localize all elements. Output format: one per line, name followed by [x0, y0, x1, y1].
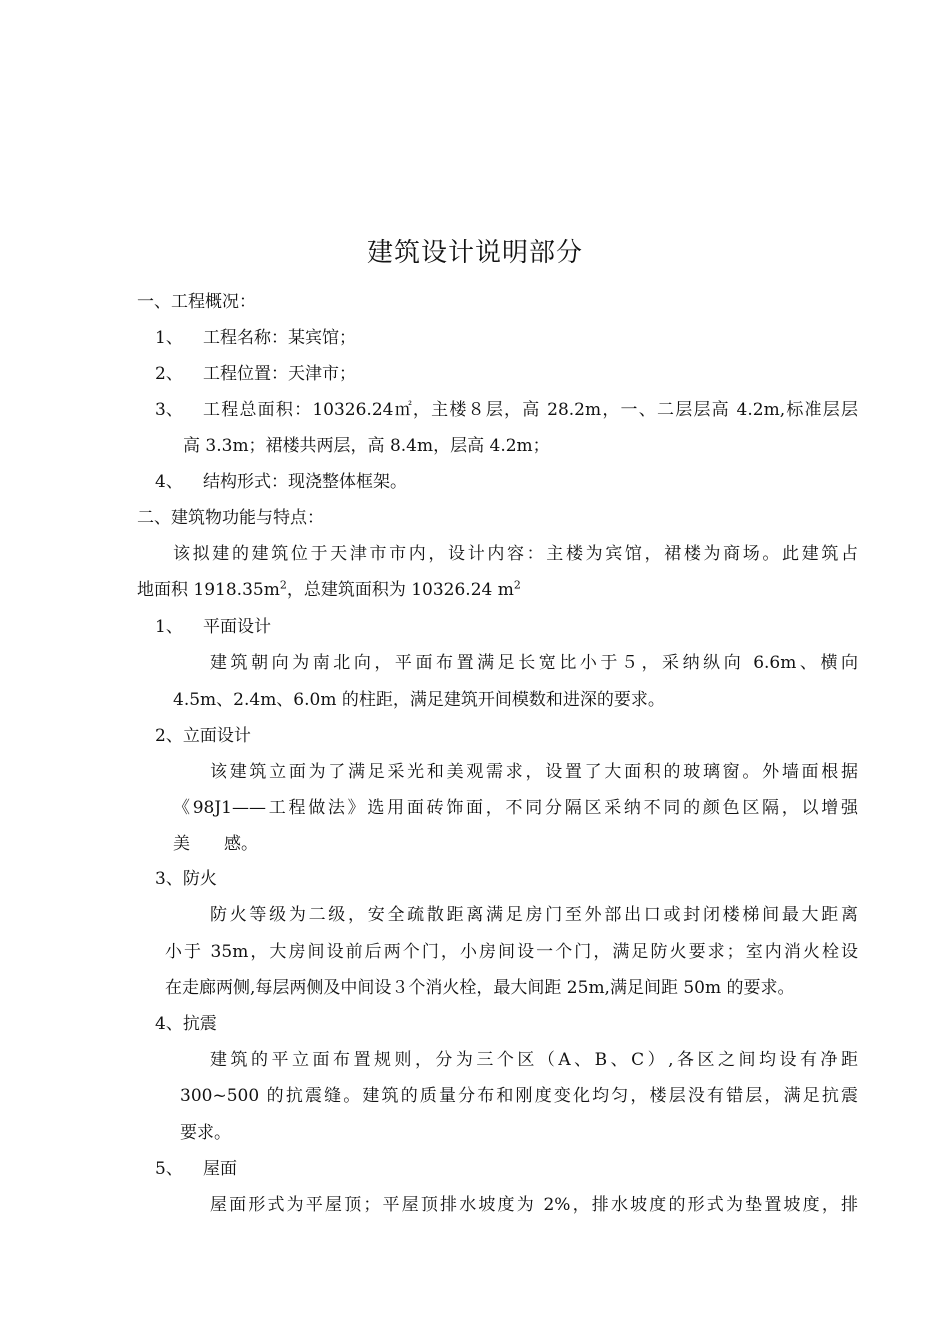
item-2-number: 2、: [155, 364, 183, 384]
item-3-text-line-2: 高 3.3m；裙楼共两层，高 8.4m，层高 4.2m；: [183, 436, 550, 456]
item-1-text: 工程名称：某宾馆；: [203, 328, 356, 348]
item-2-text: 工程位置：天津市；: [203, 364, 356, 384]
item-4-text: 结构形式：现浇整体框架。: [203, 472, 407, 492]
subsection-4-title: 4、抗震: [155, 1014, 217, 1034]
subsection-4-line-1: 建筑的平立面布置规则，分为三个区（A、B、C）,各区之间均设有净距: [210, 1050, 858, 1070]
section-1-heading: 一、工程概况：: [137, 292, 256, 312]
subsection-3-line-1: 防火等级为二级，安全疏散距离满足房门至外部出口或封闭楼梯间最大距离: [210, 905, 858, 925]
intro-line-2-part-a: 地面积 1918.35m: [137, 580, 280, 600]
item-1-number: 1、: [155, 328, 183, 348]
subsection-1-line-2: 4.5m、2.4m、6.0m 的柱距，满足建筑开间模数和进深的要求。: [173, 690, 665, 710]
subsection-4-line-3: 要求。: [180, 1123, 231, 1143]
subsection-2-title: 2、立面设计: [155, 726, 251, 746]
subsection-2-line-1: 该建筑立面为了满足采光和美观需求，设置了大面积的玻璃窗。外墙面根据: [210, 762, 858, 782]
item-3-number: 3、: [155, 400, 183, 420]
subsection-2-line-2: 《98J1——工程做法》选用面砖饰面，不同分隔区采纳不同的颜色区隔，以增强: [173, 798, 858, 818]
intro-line-2: [137, 578, 521, 602]
superscript: 2: [279, 578, 287, 592]
item-4-number: 4、: [155, 472, 183, 492]
subsection-3-line-3: 在走廊两侧,每层两侧及中间设３个消火栓，最大间距 25m,满足间距 50m 的要求。: [165, 978, 795, 998]
item-3-text-line-1: 工程总面积：10326.24㎡，主楼８层，高 28.2m，一、二层层高 4.2m,标准层层: [203, 400, 858, 420]
subsection-5-title: 屋面: [203, 1159, 237, 1179]
intro-line-2-part-b: ，总建筑面积为 10326.24 m: [286, 580, 514, 600]
subsection-3-line-2: 小于 35m，大房间设前后两个门，小房间设一个门，满足防火要求；室内消火栓设: [165, 942, 858, 962]
subsection-1-line-1: 建筑朝向为南北向，平面布置满足长宽比小于５，采纳纵向 6.6m、横向: [210, 653, 858, 673]
superscript: 2: [513, 578, 521, 592]
page-title: 建筑设计说明部分: [366, 238, 583, 268]
intro-line-1: 该拟建的建筑位于天津市市内，设计内容：主楼为宾馆，裙楼为商场。此建筑占: [173, 544, 858, 564]
subsection-5-number: 5、: [155, 1159, 183, 1179]
subsection-1-number: 1、: [155, 617, 183, 637]
section-2-heading: 二、建筑物功能与特点：: [137, 508, 324, 528]
subsection-2-line-3: 美 感。: [173, 834, 258, 854]
subsection-1-title: 平面设计: [203, 617, 271, 637]
subsection-4-line-2: 300~500 的抗震缝。建筑的质量分布和刚度变化均匀，楼层没有错层，满足抗震: [180, 1086, 858, 1106]
subsection-3-title: 3、防火: [155, 869, 217, 889]
subsection-5-line-1: 屋面形式为平屋顶；平屋顶排水坡度为 2%，排水坡度的形式为垫置坡度，排: [210, 1195, 858, 1215]
